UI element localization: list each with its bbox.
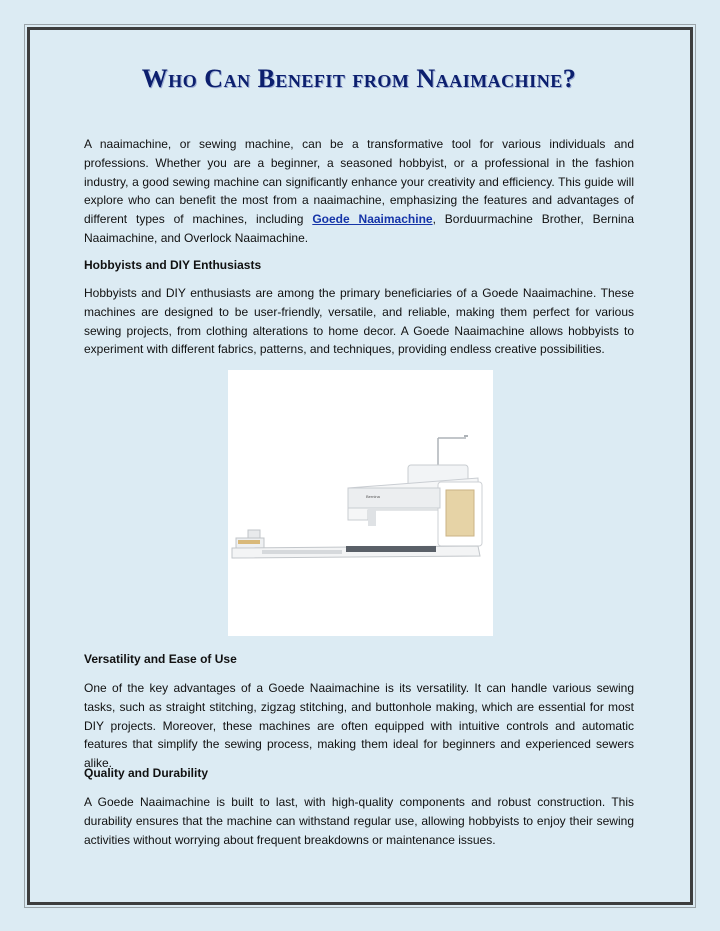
sewing-machine-illustration	[228, 370, 493, 636]
section-heading-hobbyists: Hobbyists and DIY Enthusiasts	[84, 258, 262, 272]
machine-brand-label: Bernina	[366, 494, 380, 499]
section-body-quality: A Goede Naaimachine is built to last, with high-quality components and robust construction. This durability ensures that the machine can withstand regular use, allowing hobbyists to enjoy their sewing activities without worrying about frequent breakdowns or maintenance issues.	[84, 795, 634, 847]
section-body-versatility: One of the key advantages of a Goede Naaimachine is its versatility. It can handle various sewing tasks, such as straight stitching, zigzag stitching, and buttonhole making, which are essential for most DIY projects. Moreover, these machines are often equipped with intuitive controls and automatic features that simplify the sewing process, making them ideal for beginners and experienced sewers alike.	[84, 681, 634, 771]
sewing-machine-image	[228, 370, 493, 636]
section-body-hobbyists: Hobbyists and DIY enthusiasts are among the primary beneficiaries of a Goede Naaimachine. These machines are designed to be user-friendly, versatile, and reliable, making them perfect for various sewing projects, from clothing alterations to home decor. A Goede Naaimachine allows hobbyists to experiment with different fabrics, patterns, and techniques, providing endless creative possibilities.	[84, 286, 634, 357]
intro-paragraph	[84, 135, 634, 248]
goede-naaimachine-link[interactable]: Goede Naaimachine	[312, 212, 433, 227]
page-title: Who Can Benefit from Naaimachine?	[141, 64, 577, 93]
section-heading-versatility: Versatility and Ease of Use	[84, 652, 237, 666]
intro-text-start: A naaimachine, or sewing machine, can be a transformative tool for various individuals and professions. Whether you are a beginner, a seasoned hobbyist, or a professional in the fashion industry, a good sewing machine can significantly enhance your creativity and efficiency. This guide will explore who can benefit the most from a naaimachine, emphasizing the features and advantages of different types of machines, including	[84, 137, 634, 227]
intro-text-end: , Borduurmachine Brother, Bernina Naaimachine, and Overlock Naaimachine.	[84, 212, 634, 245]
section-heading-quality: Quality and Durability	[84, 766, 209, 780]
